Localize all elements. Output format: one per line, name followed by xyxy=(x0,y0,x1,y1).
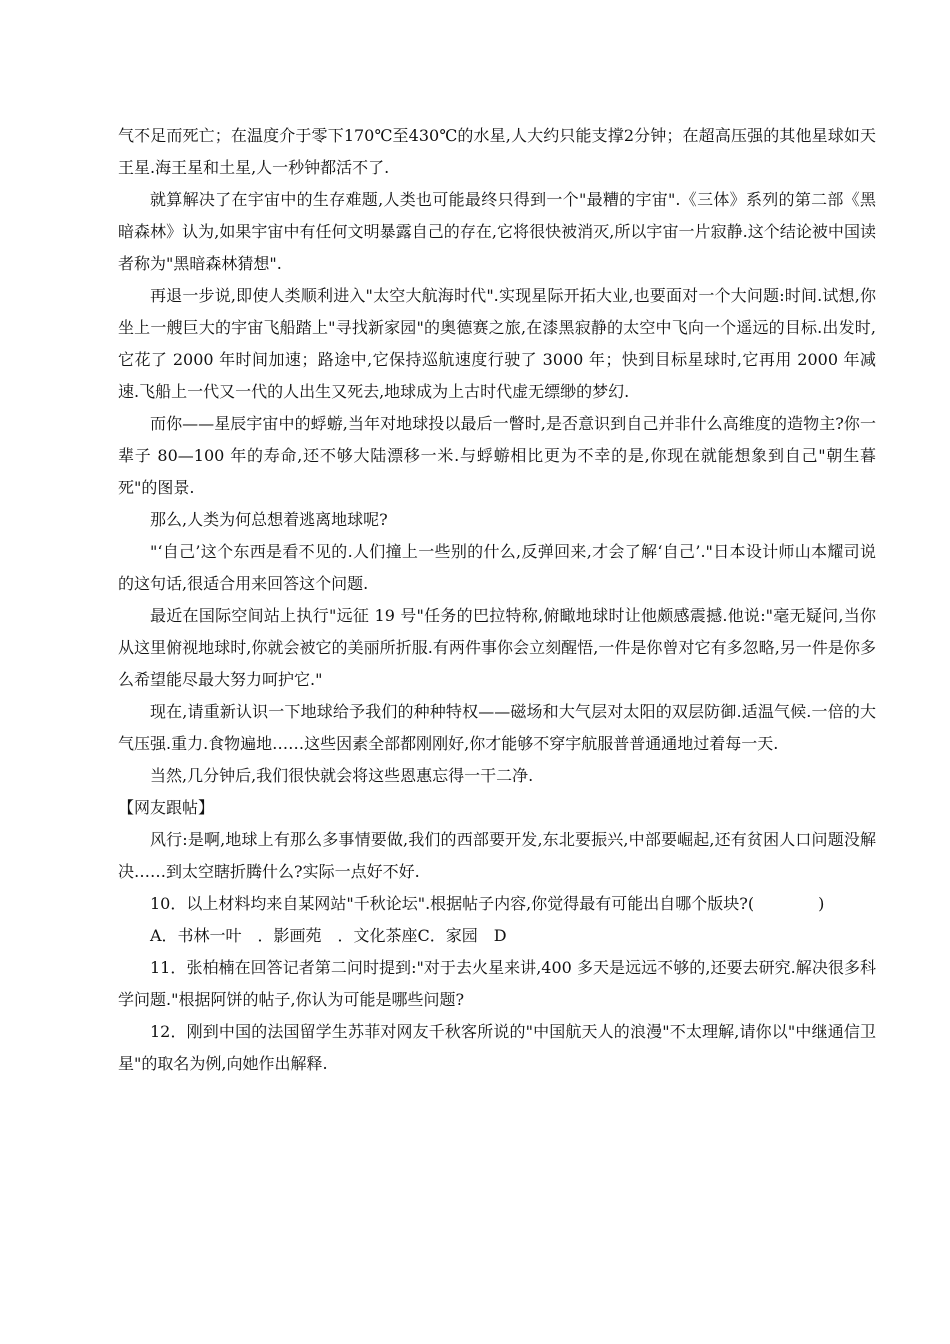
paragraph-8: 现在,请重新认识一下地球给予我们的种种特权——磁场和大气层对太阳的双层防御.适温气候.一倍的大气压强.重力.食物遍地……这些因素全部都刚刚好,你才能够不穿宇航服普普通通地过着每一天. xyxy=(118,702,876,753)
paragraph-3: 再退一步说,即使人类顺利进入"太空大航海时代".实现星际开拓大业,也要面对一个大问题:时间.试想,你坐上一艘巨大的宇宙飞船踏上"寻找新家园"的奥德赛之旅,在漆黑寂静的太空中飞向一个遥远的目标.出发时,它花了 2000 年时间加速；路途中,它保持巡航速度行驶了 3000 年；快到目标星球时,它再用 2000 年减速.飞船上一代又一代的人出生又死去,地球成为上古时代虚无缥缈的梦幻. xyxy=(118,286,876,401)
question-10: 10．以上材料均来自某网站"千秋论坛".根据帖子内容,你觉得最有可能出自哪个版块?( ) xyxy=(150,894,825,913)
user-comment: 风行:是啊,地球上有那么多事情要做,我们的西部要开发,东北要振兴,中部要崛起,还有贫困人口问题没解决……到太空瞎折腾什么?实际一点好不好. xyxy=(118,830,876,881)
question-12: 12．刚到中国的法国留学生苏菲对网友千秋客所说的"中国航天人的浪漫"不太理解,请你以"中继通信卫星"的取名为例,向她作出解释. xyxy=(118,1022,876,1073)
paragraph-5: 那么,人类为何总想着逃离地球呢? xyxy=(150,510,388,529)
paragraph-7: 最近在国际空间站上执行"远征 19 号"任务的巴拉特称,俯瞰地球时让他颇感震撼.他说:"毫无疑问,当你从这里俯视地球时,你就会被它的美丽所折服.有两件事你会立刻醒悟,一件是你曾对它有多忽略,另一件是你多么希望能尽最大努力呵护它." xyxy=(118,606,876,689)
question-11: 11．张柏楠在回答记者第二问时提到:"对于去火星来讲,400 多天是远远不够的,还要去研究.解决很多科学问题."根据阿饼的帖子,你认为可能是哪些问题? xyxy=(118,958,876,1009)
paragraph-9: 当然,几分钟后,我们很快就会将这些恩惠忘得一干二净. xyxy=(150,766,534,785)
paragraph-6: "‘自己’这个东西是看不见的.人们撞上一些别的什么,反弹回来,才会了解‘自己’."日本设计师山本耀司说的这句话,很适合用来回答这个问题. xyxy=(118,542,876,593)
paragraph-1: 气不足而死亡；在温度介于零下170℃至430℃的水星,人大约只能支撑2分钟；在超高压强的其他星球如天王星.海王星和土星,人一秒钟都活不了. xyxy=(118,126,876,177)
paragraph-4: 而你——星辰宇宙中的蜉蝣,当年对地球投以最后一瞥时,是否意识到自己并非什么高维度的造物主?你一辈子 80—100 年的寿命,还不够大陆漂移一米.与蜉蝣相比更为不幸的是,你现在就能想象到自己"朝生暮死"的图景. xyxy=(118,414,876,497)
section-heading-comments: 【网友跟帖】 xyxy=(118,798,215,817)
paragraph-2: 就算解决了在宇宙中的生存难题,人类也可能最终只得到一个"最糟的宇宙".《三体》系列的第二部《黑暗森林》认为,如果宇宙中有任何文明暴露自己的存在,它将很快被消灭,所以宇宙一片寂静.这个结论被中国读者称为"黑暗森林猜想". xyxy=(118,190,876,273)
question-10-options: A．书林一叶 ．影画苑 ．文化茶座C．家园 D xyxy=(150,926,507,945)
article-body xyxy=(118,120,876,1080)
